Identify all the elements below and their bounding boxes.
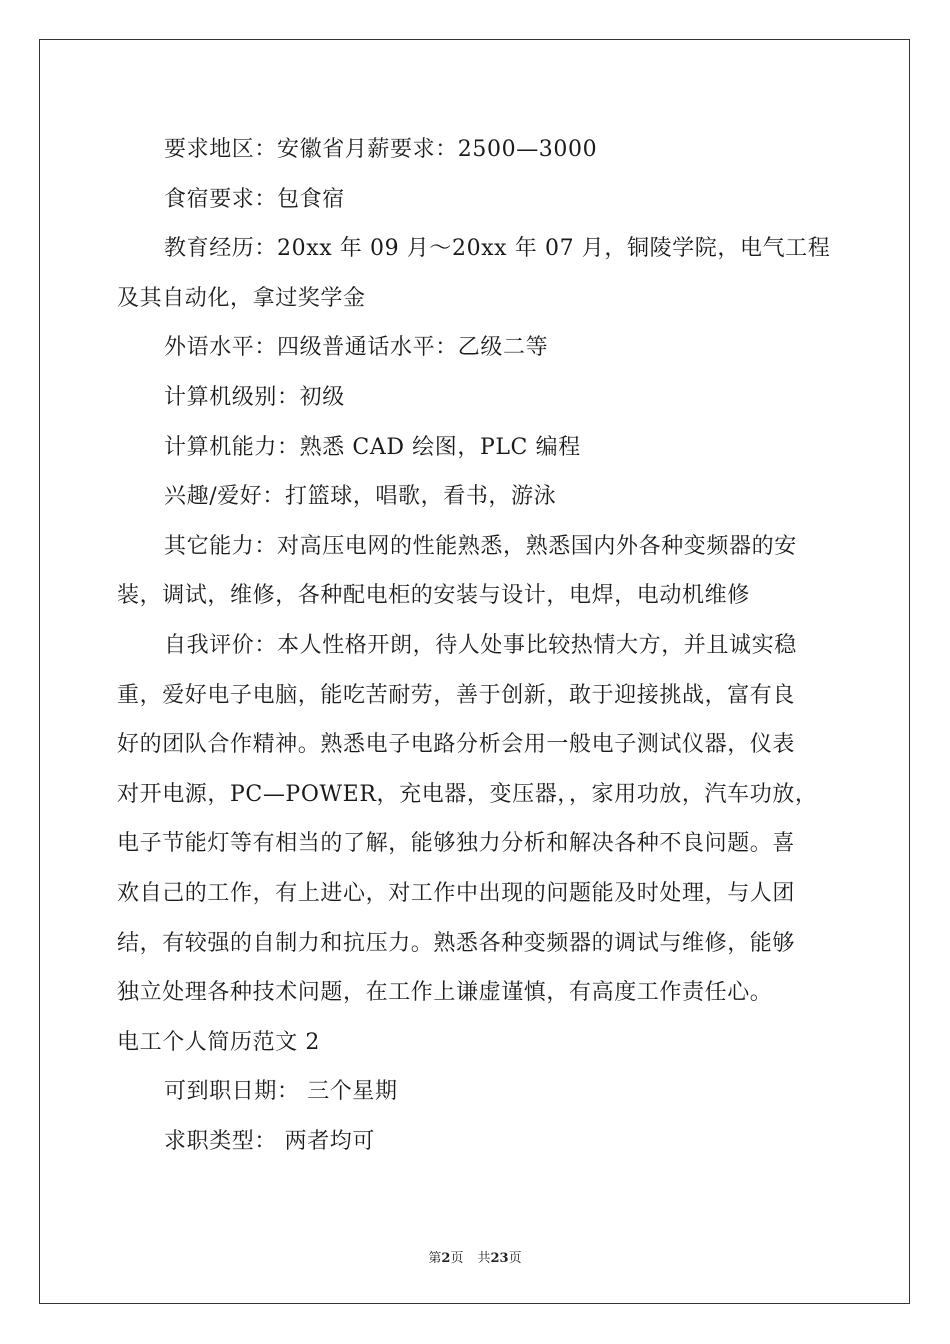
line-self-eval-cont-7: 独立处理各种技术问题，在工作上谦虚谨慎，有高度工作责任心。 [117, 980, 773, 1006]
line-self-eval-cont-2: 好的团队合作精神。熟悉电子电路分析会用一般电子测试仪器，仪表 [117, 732, 796, 758]
document-body [117, 125, 837, 1166]
page-prefix: 第 [428, 1251, 442, 1266]
line-computer-level: 计算机级别：初级 [164, 384, 345, 410]
page-suffix: 页 [450, 1251, 464, 1266]
line-region-salary: 要求地区：安徽省月薪要求：2500—3000 [164, 137, 598, 162]
total-prefix: 共 [477, 1251, 491, 1266]
line-self-eval-cont-5: 欢自己的工作，有上进心，对工作中出现的问题能及时处理，与人团 [117, 880, 796, 906]
line-self-eval-cont-4: 电子节能灯等有相当的了解，能够独力分析和解决各种不良问题。喜 [117, 831, 796, 857]
line-self-eval-cont-6: 结，有较强的自制力和抗压力。熟悉各种变频器的调试与维修，能够 [117, 930, 796, 956]
line-accommodation: 食宿要求：包食宿 [164, 186, 345, 212]
line-other-skills: 其它能力：对高压电网的性能熟悉，熟悉国内外各种变频器的安 [164, 533, 797, 559]
total-suffix: 页 [508, 1251, 522, 1266]
line-hobbies: 兴趣/爱好：打篮球，唱歌，看书，游泳 [164, 484, 557, 510]
total-pages: 23 [490, 1251, 509, 1266]
line-language: 外语水平：四级普通话水平：乙级二等 [164, 335, 549, 361]
page-number: 2 [441, 1251, 451, 1266]
line-education-cont: 及其自动化，拿过奖学金 [117, 285, 366, 311]
line-self-eval-cont-3: 对开电源，PC—POWER，充电器，变压器，，家用功放，汽车功放， [117, 781, 818, 807]
line-self-eval: 自我评价：本人性格开朗，待人处事比较热情大方，并且诚实稳 [164, 632, 797, 658]
line-available-date: 可到职日期： 三个星期 [164, 1079, 398, 1105]
line-self-eval-cont-1: 重，爱好电子电脑，能吃苦耐劳，善于创新，敢于迎接挑战，富有良 [117, 682, 796, 708]
line-education: 教育经历：20xx 年 09 月～20xx 年 07 月，铜陵学院，电气工程 [164, 236, 831, 262]
page-footer [0, 1247, 950, 1266]
line-computer-skill: 计算机能力：熟悉 CAD 绘图，PLC 编程 [164, 434, 581, 460]
line-other-skills-cont: 装，调试，维修，各种配电柜的安装与设计，电焊，电动机维修 [117, 583, 750, 609]
section-heading: 电工个人简历范文 2 [117, 1029, 320, 1055]
line-job-type: 求职类型： 两者均可 [164, 1128, 375, 1154]
